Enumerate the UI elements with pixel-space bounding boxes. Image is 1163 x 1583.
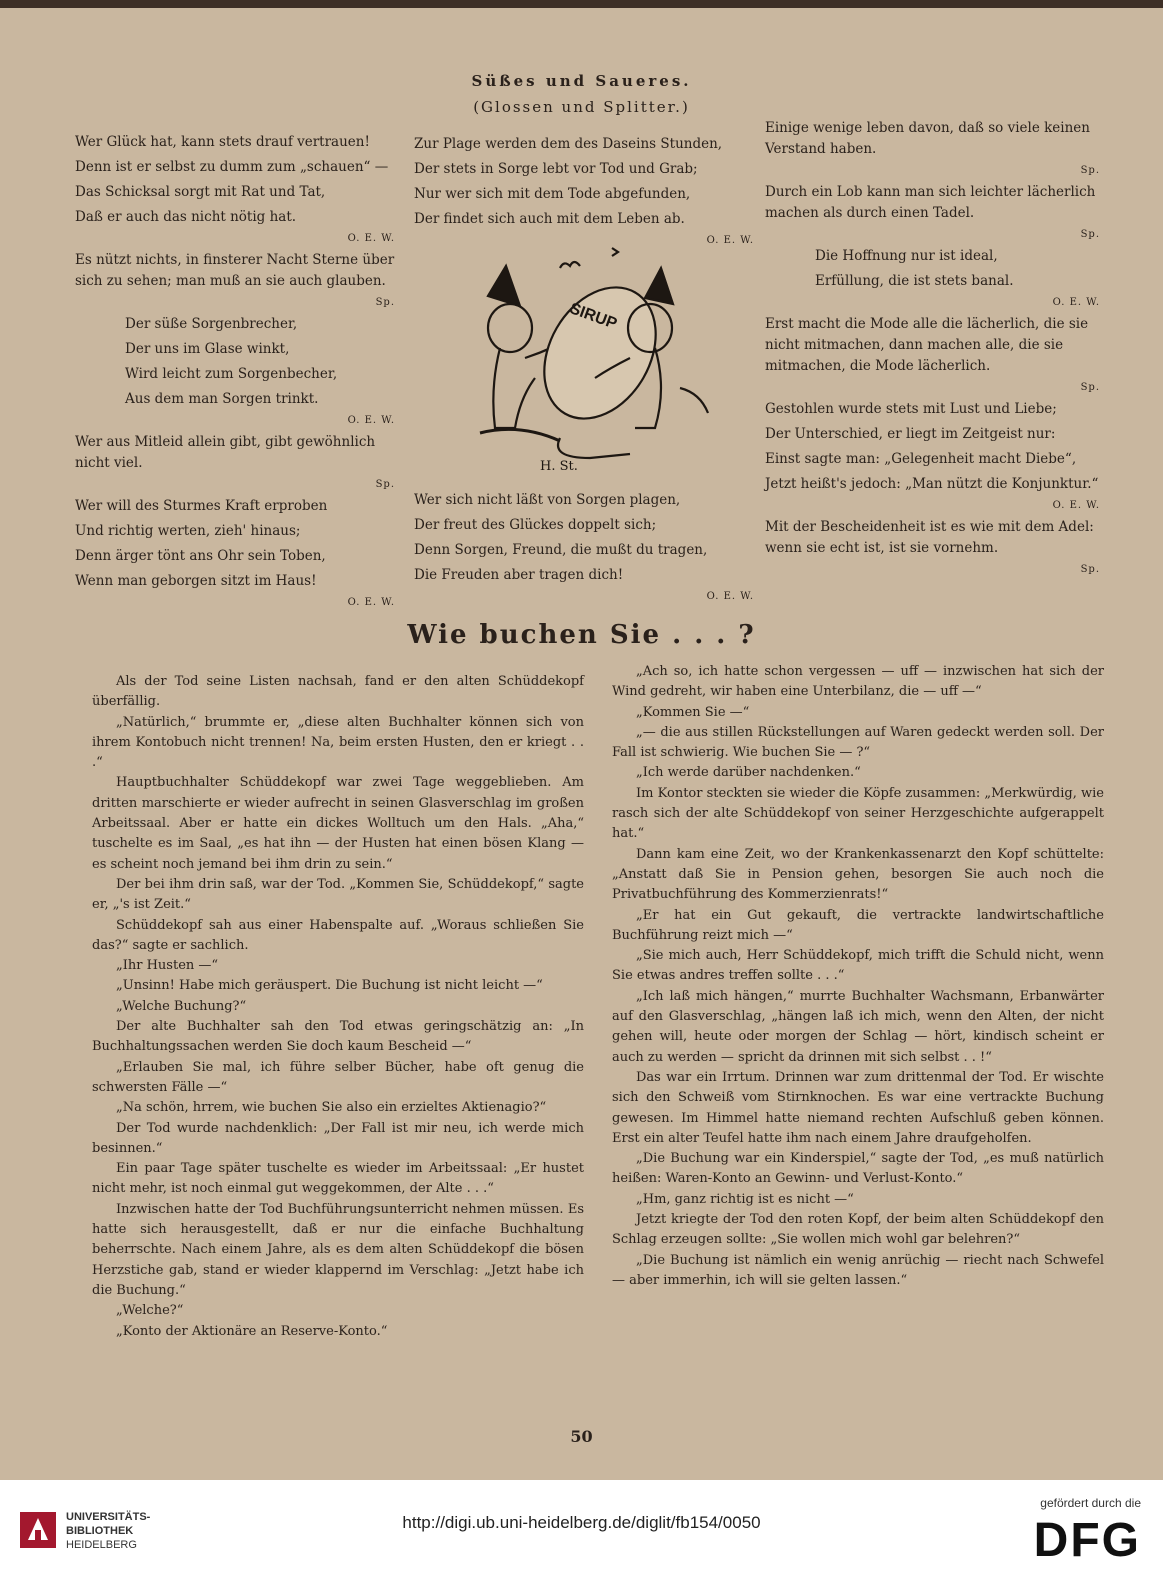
- footer-bar: [0, 1480, 1163, 1583]
- funding-label: gefördert durch die: [1040, 1496, 1141, 1510]
- story-paragraph: Dann kam eine Zeit, wo der Krankenkassenarzt den Kopf schüttelte: „Anstatt daß Sie in Pension gehen, besorgen Sie auch noch die Privatbuchführung des Kommerzienrats!“: [612, 846, 1104, 903]
- aphorism-paragraph: Es nützt nichts, in finsterer Nacht Sterne über sich zu sehen; man muß an sie auch glauben.: [75, 252, 395, 289]
- verse-line: Erfüllung, die ist stets banal.: [815, 273, 1014, 289]
- story-paragraph: „Welche?“: [116, 1303, 184, 1319]
- author-signature: O. E. W.: [347, 233, 395, 244]
- verse-line: Nur wer sich mit dem Tode abgefunden,: [414, 186, 691, 202]
- verse-line: Und richtig werten, zieh' hinaus;: [75, 523, 301, 539]
- story-paragraph: „Kommen Sie —“: [636, 704, 750, 720]
- story-paragraph: Jetzt kriegte der Tod den roten Kopf, der beim alten Schüddekopf den Schlag erzeugen sollte: „Sie wollen mich wohl gar belehren?“: [612, 1212, 1104, 1248]
- verse-line: Wird leicht zum Sorgenbecher,: [125, 366, 338, 382]
- author-signature: O. E. W.: [347, 597, 395, 608]
- verse-line: Der findet sich auch mit dem Leben ab.: [414, 211, 685, 227]
- story-paragraph: Der alte Buchhalter sah den Tod etwas geringschätzig an: „In Buchhaltungssachen werden Sie doch kaum Bescheid —“: [92, 1019, 584, 1055]
- author-signature: Sp.: [375, 479, 395, 490]
- story-paragraph: Im Kontor steckten sie wieder die Köpfe zusammen: „Merkwürdig, wie rasch sich der alte Schüddekopf von seiner Herzgeschichte aufgerappelt hat.“: [612, 785, 1104, 842]
- verse-line: Einst sagte man: „Gelegenheit macht Diebe“,: [765, 451, 1077, 467]
- story-paragraph: Als der Tod seine Listen nachsah, fand er den alten Schüddekopf überfällig.: [92, 674, 584, 710]
- verse-line: Zur Plage werden dem des Daseins Stunden,: [414, 136, 723, 152]
- story-column-left: [92, 672, 584, 1342]
- author-signature: Sp.: [1080, 165, 1100, 176]
- story-paragraph: „Natürlich,“ brummte er, „diese alten Buchhalter können sich von ihrem Kontobuch nicht trennen! Na, beim ersten Husten, den er kriegt . . .“: [92, 714, 584, 771]
- story-paragraph: Der Tod wurde nachdenklich: „Der Fall ist mir neu, ich werde mich besinnen.“: [92, 1120, 584, 1156]
- verse-line: Wenn man geborgen sitzt im Haus!: [75, 573, 317, 589]
- aphorism-column-right: [765, 118, 1100, 581]
- verse-line: Das Schicksal sorgt mit Rat und Tat,: [75, 184, 326, 200]
- author-signature: O. E. W.: [706, 591, 754, 602]
- author-signature: Sp.: [375, 297, 395, 308]
- story-paragraph: „Na schön, hrrem, wie buchen Sie also ein erzieltes Aktienagio?“: [116, 1100, 547, 1116]
- story-paragraph: Ein paar Tage später tuschelte es wieder im Arbeitssaal: „Er hustet nicht mehr, ist noch einmal gut weggekommen, der Alte . . .“: [92, 1161, 584, 1197]
- verse-line: Daß er auch das nicht nötig hat.: [75, 209, 297, 225]
- aphorism-column-middle-bottom: [414, 490, 754, 608]
- story-paragraph: „— die aus stillen Rückstellungen auf Waren gedeckt werden soll. Der Fall ist schwierig. Wie buchen Sie — ?“: [612, 724, 1104, 761]
- institution-name: UNIVERSITÄTS- BIBLIOTHEK HEIDELBERG: [66, 1511, 151, 1551]
- story-column-right: [612, 662, 1104, 1291]
- aphorism-paragraph: Mit der Bescheidenheit ist es wie mit dem Adel: wenn sie echt ist, ist sie vornehm.: [765, 519, 1094, 556]
- story-paragraph: Hauptbuchhalter Schüddekopf war zwei Tage weggeblieben. Am dritten marschierte er wieder aufrecht in seinen Glasverschlag im großen Arbeitssaal. Aber er hatte ein dickes Wolltuch um den Hals. „Aha,“ tuschelte es im Saal, „es hat ihn — der Husten hat einen bösen Klang — es scheint noch jemand bei ihm drin zu sein.“: [92, 775, 584, 872]
- story-paragraph: „Hm, ganz richtig ist es nicht —“: [636, 1191, 854, 1207]
- aphorism-column-left: [75, 132, 395, 614]
- verse-line: Die Freuden aber tragen dich!: [414, 567, 624, 583]
- story-paragraph: „Sie mich auch, Herr Schüddekopf, mich trifft die Schuld nicht, wenn Sie etwas andres treffen sollte . . .“: [612, 948, 1104, 984]
- section-title: Süßes und Saueres.: [471, 72, 692, 90]
- author-signature: O. E. W.: [706, 235, 754, 246]
- verse-line: Der freut des Glückes doppelt sich;: [414, 517, 657, 533]
- page-number: 50: [570, 1427, 593, 1446]
- story-paragraph: Das war ein Irrtum. Drinnen war zum drittenmal der Tod. Er wischte sich den Schweiß vom Stirnknochen. Es war eine vertrackte Buchung gewesen. Im Himmel hatte niemand rechten Aufschluß geben können. Erst ein alter Teufel hatte ihm nach einem Jahre draufgeholfen.: [612, 1069, 1104, 1146]
- author-signature: Sp.: [1080, 229, 1100, 240]
- story-paragraph: „Die Buchung war ein Kinderspiel,“ sagte der Tod, „es muß natürlich heißen: Waren-Konto an Gewinn- und Verlust-Konto.“: [612, 1151, 1104, 1187]
- verse-line: Wer will des Sturmes Kraft erproben: [75, 498, 328, 514]
- story-paragraph: Der bei ihm drin saß, war der Tod. „Kommen Sie, Schüddekopf,“ sagte er, „'s ist Zeit.“: [92, 876, 584, 913]
- author-signature: O. E. W.: [1052, 500, 1100, 511]
- aphorism-paragraph: Wer aus Mitleid allein gibt, gibt gewöhnlich nicht viel.: [75, 434, 376, 471]
- verse-line: Der uns im Glase winkt,: [125, 341, 290, 357]
- verse-line: Der stets in Sorge lebt vor Tod und Grab;: [414, 161, 698, 177]
- story-paragraph: „Ach so, ich hatte schon vergessen — uff — inzwischen hat sich der Wind gedreht, wir haben eine Unterbilanz, die — uff —“: [612, 664, 1104, 700]
- story-title: Wie buchen Sie . . . ?: [407, 620, 756, 650]
- aphorism-column-middle-top: [414, 134, 754, 252]
- aphorism-paragraph: Erst macht die Mode alle die lächerlich, die sie nicht mitmachen, dann machen alle, die sie mitmachen, die Mode lächerlich.: [765, 316, 1089, 374]
- verse-line: Denn ist er selbst zu dumm zum „schauen“ —: [75, 159, 389, 175]
- verse-line: Denn Sorgen, Freund, die mußt du tragen,: [414, 542, 708, 558]
- artist-signature: H. St.: [540, 459, 578, 474]
- verse-line: Aus dem man Sorgen trinkt.: [125, 391, 319, 407]
- verse-line: Wer Glück hat, kann stets drauf vertrauen!: [75, 134, 370, 150]
- permalink-url[interactable]: http://digi.ub.uni-heidelberg.de/diglit/fb154/0050: [402, 1513, 761, 1532]
- story-paragraph: Inzwischen hatte der Tod Buchführungsunterricht nehmen müssen. Es hatte sich herausgestellt, daß er nur die einfache Buchhaltung beherrschte. Nach einem Jahre, als es dem alten Schüddekopf die bösen Herzstiche gab, stand er wieder klappernd im Verschlag: „Jetzt habe ich die Buchung.“: [92, 1201, 584, 1298]
- funding-notice: [1034, 1496, 1141, 1566]
- jar-label: SIRUP: [567, 300, 620, 333]
- author-signature: O. E. W.: [347, 415, 395, 426]
- story-paragraph: „Die Buchung ist nämlich ein wenig anrüchig — riecht nach Schwefel — aber immerhin, ich will sie gelten lassen.“: [612, 1252, 1104, 1288]
- story-paragraph: „Er hat ein Gut gekauft, die vertrackte landwirtschaftliche Buchführung reizt mich —“: [612, 907, 1104, 943]
- author-signature: O. E. W.: [1052, 297, 1100, 308]
- dfg-logo: DFG: [1033, 1514, 1141, 1567]
- verse-line: Jetzt heißt's jedoch: „Man nützt die Konjunktur.“: [765, 476, 1099, 492]
- verse-line: Wer sich nicht läßt von Sorgen plagen,: [414, 492, 681, 508]
- section-subtitle: (Glossen und Splitter.): [473, 98, 690, 116]
- author-signature: Sp.: [1080, 564, 1100, 575]
- story-paragraph: „Ihr Husten —“: [116, 958, 219, 974]
- author-signature: Sp.: [1080, 382, 1100, 393]
- verse-line: Der süße Sorgenbrecher,: [125, 316, 298, 332]
- scan-edge: [0, 0, 1163, 8]
- aphorism-paragraph: Durch ein Lob kann man sich leichter lächerlich machen als durch einen Tadel.: [765, 184, 1096, 221]
- story-paragraph: „Ich werde darüber nachdenken.“: [636, 765, 861, 781]
- verse-line: Der Unterschied, er liegt im Zeitgeist nur:: [765, 426, 1056, 442]
- aphorism-paragraph: Einige wenige leben davon, daß so viele keinen Verstand haben.: [765, 120, 1090, 157]
- story-paragraph: „Erlauben Sie mal, ich führe selber Bücher, habe oft genug die schwersten Fälle —“: [92, 1059, 584, 1095]
- story-paragraph: „Konto der Aktionäre an Reserve-Konto.“: [116, 1323, 388, 1339]
- verse-line: Gestohlen wurde stets mit Lust und Liebe;: [765, 401, 1057, 417]
- story-paragraph: Schüddekopf sah aus einer Habenspalte auf. „Woraus schließen Sie das?“ sagte er sachlich.: [92, 917, 584, 953]
- story-paragraph: „Ich laß mich hängen,“ murrte Buchhalter Wachsmann, Erbanwärter auf den Glasverschlag, „hängen laß ich mich, wenn den Alten, der nicht gehen will, heute oder morgen der Schlag — hört, kindisch scheint er auch zu werden — spricht da drinnen mit sich selbst . . !“: [612, 988, 1104, 1065]
- story-paragraph: „Welche Buchung?“: [116, 998, 247, 1014]
- verse-line: Die Hoffnung nur ist ideal,: [815, 248, 998, 264]
- heart-scribble-icon: [560, 262, 580, 268]
- illustration-dwarves-sirup-jar: [440, 238, 740, 478]
- verse-line: Denn ärger tönt ans Ohr sein Toben,: [75, 548, 326, 564]
- story-paragraph: „Unsinn! Habe mich geräuspert. Die Buchung ist nicht leicht —“: [116, 978, 543, 994]
